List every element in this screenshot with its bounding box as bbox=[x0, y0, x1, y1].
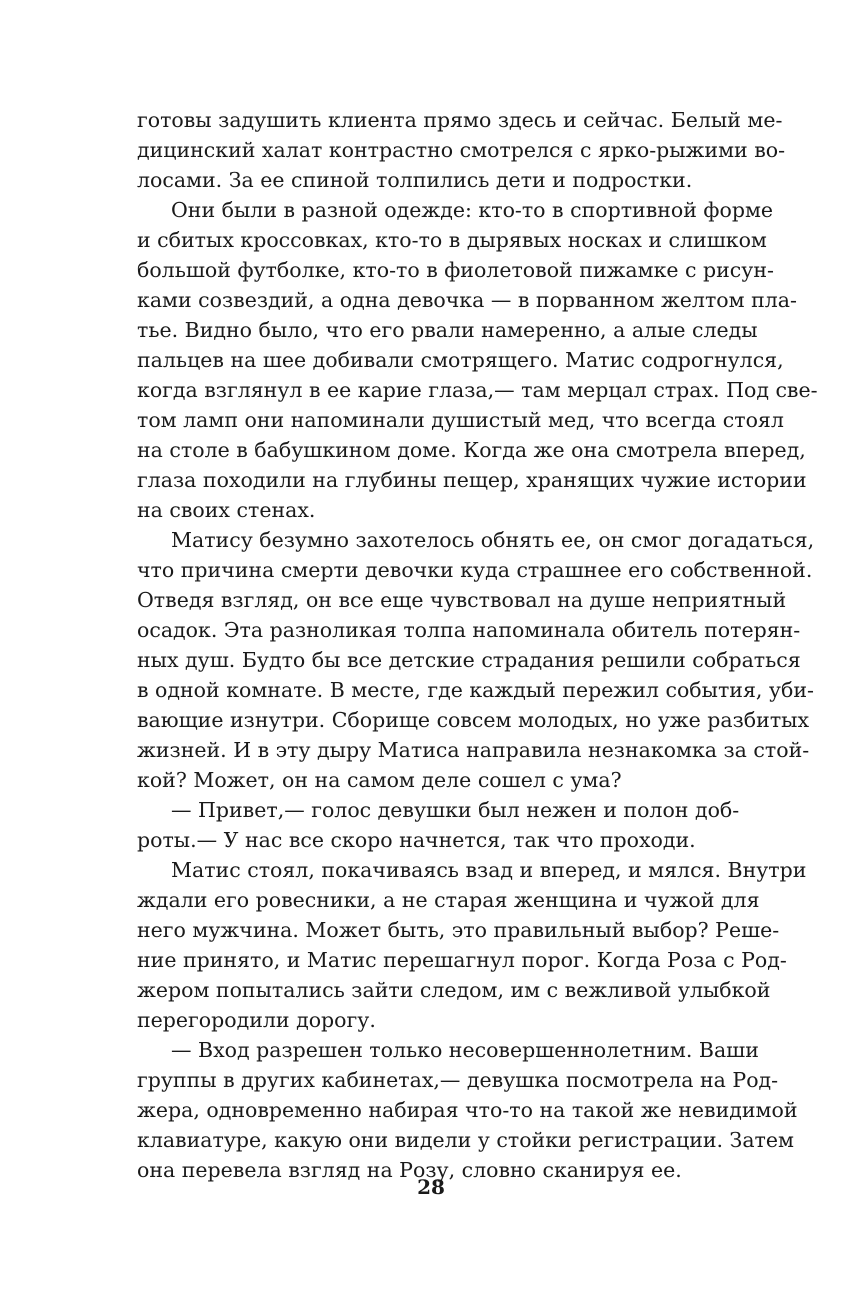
text-line: на своих стенах. bbox=[137, 498, 316, 522]
text-line: готовы задушить клиента прямо здесь и сейчас. Белый ме- bbox=[137, 108, 783, 132]
text-line: Отведя взгляд, он все еще чувствовал на душе неприятный bbox=[137, 588, 787, 612]
text-line: перегородили дорогу. bbox=[137, 1008, 376, 1032]
text-line: большой футболке, кто-то в фиолетовой пижамке с рисун- bbox=[137, 258, 774, 282]
text-line: что причина смерти девочки куда страшнее его собственной. bbox=[137, 558, 813, 582]
text-line: жизней. И в эту дыру Матиса направила незнакомка за стой- bbox=[137, 738, 810, 762]
text-line: кой? Может, он на самом деле сошел с ума? bbox=[137, 768, 622, 792]
text-line: дицинский халат контрастно смотрелся с ярко-рыжими во- bbox=[137, 138, 786, 162]
text-line: на столе в бабушкином доме. Когда же она смотрела вперед, bbox=[137, 438, 806, 462]
text-line: ждали его ровесники, а не старая женщина и чужой для bbox=[137, 888, 760, 912]
text-line: ние принято, и Матис перешагнул порог. Когда Роза с Род- bbox=[137, 948, 787, 972]
text-line: тье. Видно было, что его рвали намеренно, а алые следы bbox=[137, 318, 758, 342]
text-line: она перевела взгляд на Розу, словно сканируя ее. bbox=[137, 1158, 682, 1182]
text-line: и сбитых кроссовках, кто-то в дырявых носках и слишком bbox=[137, 228, 767, 252]
text-line: лосами. За ее спиной толпились дети и подростки. bbox=[137, 168, 693, 192]
text-line: когда взглянул в ее карие глаза,— там мерцал страх. Под све- bbox=[137, 378, 818, 402]
text-line: глаза походили на глубины пещер, хранящих чужие истории bbox=[137, 468, 807, 492]
text-line: клавиатуре, какую они видели у стойки регистрации. Затем bbox=[137, 1128, 794, 1152]
text-line: Матису безумно захотелось обнять ее, он смог догадаться, bbox=[171, 528, 815, 552]
text-line: вающие изнутри. Сборище совсем молодых, но уже разбитых bbox=[137, 708, 810, 732]
text-line: осадок. Эта разноликая толпа напоминала обитель потерян- bbox=[137, 618, 801, 642]
text-line: пальцев на шее добивали смотрящего. Матис содрогнулся, bbox=[137, 348, 784, 372]
text-line: ных душ. Будто бы все детские страдания решили собраться bbox=[137, 648, 801, 672]
text-line: Матис стоял, покачиваясь взад и вперед, и мялся. Внутри bbox=[171, 858, 807, 882]
text-line: — Вход разрешен только несовершеннолетним. Ваши bbox=[171, 1038, 759, 1062]
text-line: том ламп они напоминали душистый мед, что всегда стоял bbox=[137, 408, 784, 432]
text-line: роты.— У нас все скоро начнется, так что проходи. bbox=[137, 828, 696, 852]
text-line: группы в других кабинетах,— девушка посмотрела на Род- bbox=[137, 1068, 779, 1092]
text-line: жера, одновременно набирая что-то на такой же невидимой bbox=[137, 1098, 798, 1122]
text-line: Они были в разной одежде: кто-то в спортивной форме bbox=[171, 198, 774, 222]
text-line: него мужчина. Может быть, это правильный выбор? Реше- bbox=[137, 918, 780, 942]
page-number: 28 bbox=[417, 1175, 445, 1199]
text-line: — Привет,— голос девушки был нежен и полон доб- bbox=[171, 798, 740, 822]
text-line: ками созвездий, а одна девочка — в порванном желтом пла- bbox=[137, 288, 797, 312]
text-line: в одной комнате. В месте, где каждый пережил события, уби- bbox=[137, 678, 814, 702]
body-text bbox=[137, 105, 818, 1185]
text-line: жером попытались зайти следом, им с вежливой улыбкой bbox=[137, 978, 771, 1002]
